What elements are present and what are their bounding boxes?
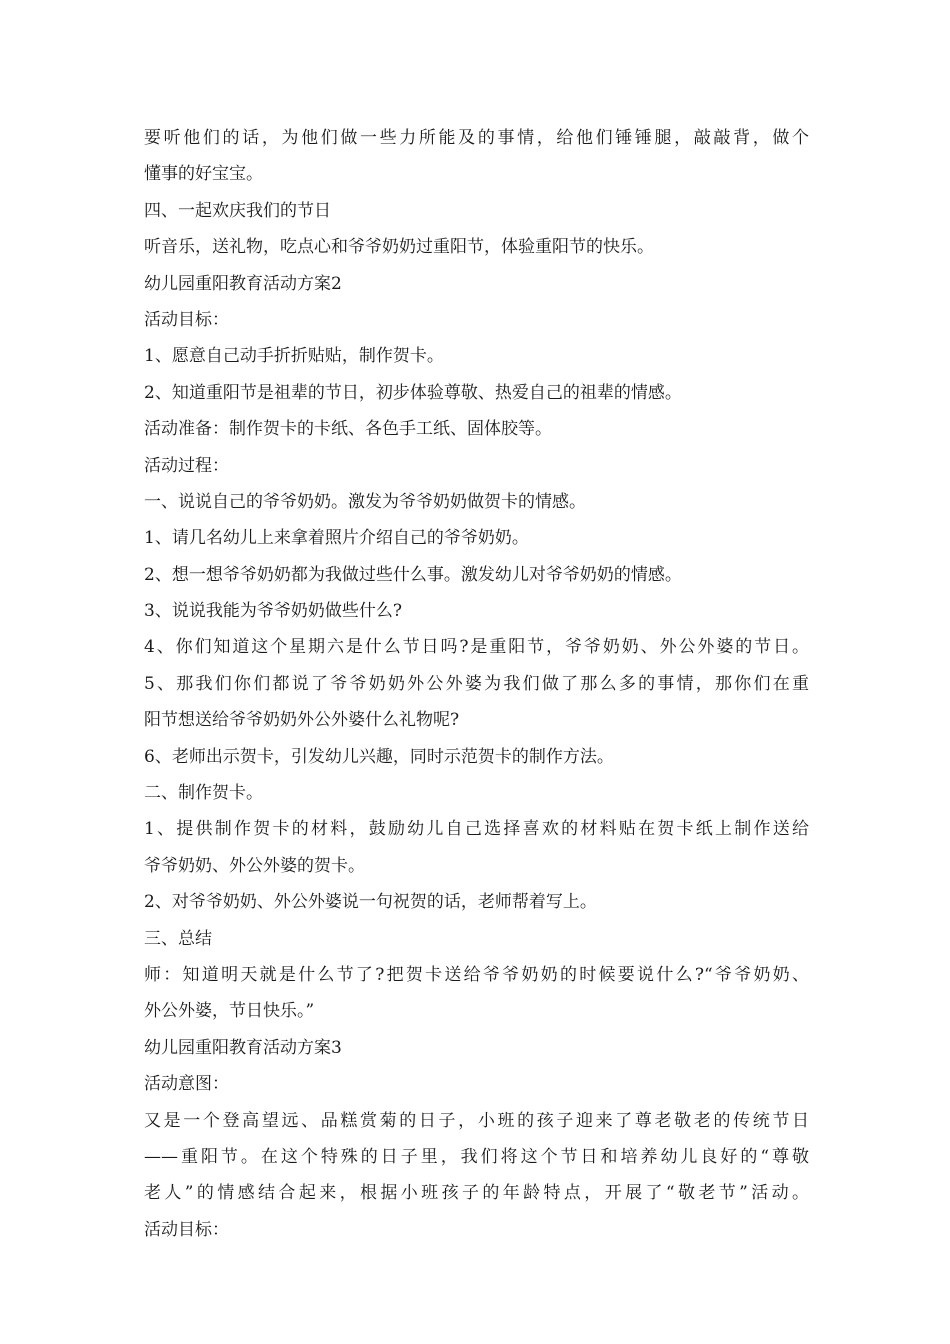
- text-line: 外公外婆，节日快乐。”: [144, 1001, 315, 1022]
- text-line: 要听他们的话，为他们做一些力所能及的事情，给他们锤锤腿，敲敲背，做个: [144, 128, 809, 148]
- text-line: 幼儿园重阳教育活动方案2: [144, 273, 342, 294]
- text-line: 活动意图：: [144, 1074, 229, 1095]
- text-line: 活动准备：制作贺卡的卡纸、各色手工纸、固体胶等。: [144, 419, 552, 440]
- text-line: 老人”的情感结合起来，根据小班孩子的年龄特点，开展了“敬老节”活动。: [144, 1183, 809, 1204]
- text-line: 6、老师出示贺卡，引发幼儿兴趣，同时示范贺卡的制作方法。: [144, 746, 614, 767]
- text-line: 2、知道重阳节是祖辈的节日，初步体验尊敬、热爱自己的祖辈的情感。: [144, 382, 682, 403]
- text-line: 1、愿意自己动手折折贴贴，制作贺卡。: [144, 346, 444, 367]
- text-line: 爷爷奶奶、外公外婆的贺卡。: [144, 855, 365, 876]
- text-line: 1、请几名幼儿上来拿着照片介绍自己的爷爷奶奶。: [144, 528, 529, 549]
- text-line: 2、想一想爷爷奶奶都为我做过些什么事。激发幼儿对爷爷奶奶的情感。: [144, 564, 682, 585]
- text-line: 5、那我们你们都说了爷爷奶奶外公外婆为我们做了那么多的事情，那你们在重: [144, 673, 809, 694]
- text-line: 二、制作贺卡。: [144, 783, 263, 804]
- text-line: 阳节想送给爷爷奶奶外公外婆什么礼物呢?: [144, 710, 460, 731]
- text-line: 听音乐，送礼物，吃点心和爷爷奶奶过重阳节，体验重阳节的快乐。: [144, 237, 654, 258]
- text-line: 师：知道明天就是什么节了?把贺卡送给爷爷奶奶的时候要说什么?“爷爷奶奶、: [144, 964, 809, 985]
- text-line: 活动目标：: [144, 1219, 229, 1240]
- text-line: ——重阳节。在这个特殊的日子里，我们将这个节日和培养幼儿良好的“尊敬: [144, 1146, 809, 1167]
- text-line: 4、你们知道这个星期六是什么节日吗?是重阳节，爷爷奶奶、外公外婆的节日。: [144, 637, 809, 658]
- text-line: 幼儿园重阳教育活动方案3: [144, 1037, 342, 1058]
- text-line: 四、一起欢庆我们的节日: [144, 200, 331, 221]
- text-line: 活动目标：: [144, 309, 229, 330]
- text-line: 1、提供制作贺卡的材料，鼓励幼儿自己选择喜欢的材料贴在贺卡纸上制作送给: [144, 819, 809, 840]
- document-body: [144, 120, 809, 1248]
- text-line: 一、说说自己的爷爷奶奶。激发为爷爷奶奶做贺卡的情感。: [144, 491, 586, 512]
- text-line: 3、说说我能为爷爷奶奶做些什么?: [144, 601, 402, 622]
- text-line: 又是一个登高望远、品糕赏菊的日子，小班的孩子迎来了尊老敬老的传统节日: [144, 1110, 809, 1131]
- text-line: 三、总结: [144, 928, 212, 949]
- text-line: 懂事的好宝宝。: [144, 164, 263, 185]
- text-line: 2、对爷爷奶奶、外公外婆说一句祝贺的话，老师帮着写上。: [144, 892, 597, 913]
- text-line: 活动过程：: [144, 455, 229, 476]
